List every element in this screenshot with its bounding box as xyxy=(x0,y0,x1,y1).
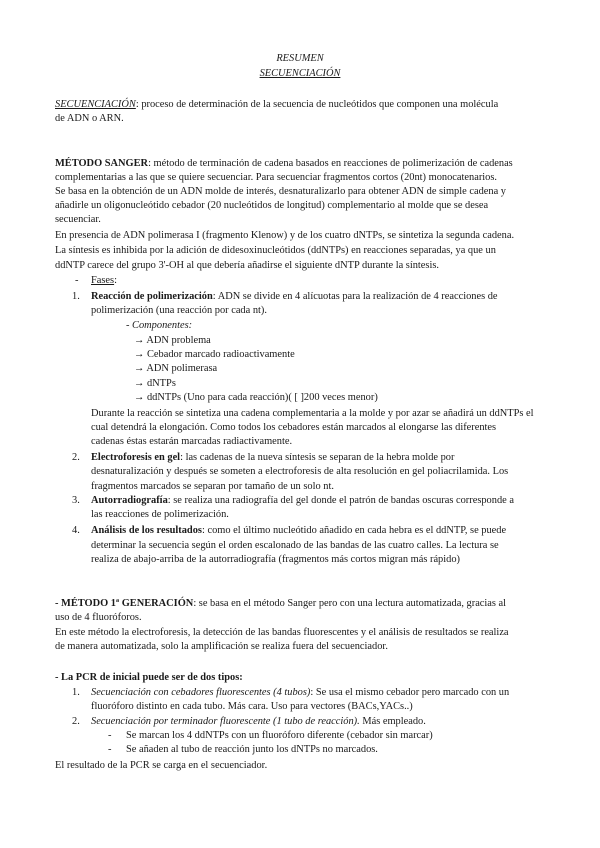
step-2-line-1 xyxy=(91,451,454,464)
pcr-item-2-text: Más empleado. xyxy=(359,716,426,727)
pcr-sub-1-bullet: - xyxy=(108,730,112,741)
during-line-2: cual detendrá la elongación. Como todos los cebadores están marcados al elongarse las diferentes xyxy=(91,422,497,433)
step-2-number: 2. xyxy=(72,452,80,463)
pcr-sub-1: Se marcan los 4 ddNTPs con un fluoróforo diferente (cebador sin marcar) xyxy=(126,730,433,741)
sanger-definition: : método de terminación de cadena basados en reacciones de polimerización de cadenas xyxy=(148,158,513,169)
step-3-title: Autorradiografía xyxy=(91,495,168,506)
step-2-title: Electroforesis en gel xyxy=(91,452,181,463)
phases-label: Fases xyxy=(91,275,115,286)
intro-definition: : proceso de determinación de la secuencia de nucleótidos que componen una molécula xyxy=(135,99,499,110)
document-title: RESUMEN xyxy=(276,53,324,64)
step-2-text: : las cadenas de la nueva síntesis se separan de la hebra molde por xyxy=(180,452,455,463)
sanger-presence-line-3: ddNTP carece del grupo 3'-OH al que debería añadirse el siguiente dNTP durante la síntesis. xyxy=(55,260,439,271)
step-4-line-3: realiza de abajo-arriba de la autorradiografía (fragmentos más cortos migran más rápido) xyxy=(91,554,460,565)
sanger-basis-line-2: añadirle un oligonucleótido cebador (20 nucleótidos de longitud) complementario al molde que se desea xyxy=(55,200,489,211)
step-2-line-3: fragmentos marcados se separan por tamaño de un solo nt. xyxy=(91,481,334,492)
step-3-number: 3. xyxy=(72,495,80,506)
step-4-number: 4. xyxy=(72,525,80,536)
sanger-presence-line-2: La síntesis es inhibida por la adición de didesoxinucleótidos (ddNTPs) en reacciones separadas, ya que un xyxy=(55,245,496,256)
step-1-title: Reacción de polimerización xyxy=(91,291,213,302)
step-1-number: 1. xyxy=(72,291,80,302)
document-subtitle: SECUENCIACIÓN xyxy=(259,68,341,79)
step-4-line-1 xyxy=(91,524,506,537)
gen1-line-1 xyxy=(55,597,506,610)
pcr-sub-2: Se añaden al tubo de reacción junto los dNTPs no marcados. xyxy=(126,744,378,755)
pcr-conclusion: El resultado de la PCR se carga en el secuenciador. xyxy=(55,760,268,771)
component-item: → ddNTPs (Uno para cada reacción)( [ ]200 veces menor) xyxy=(134,392,378,403)
component-item: → ADN problema xyxy=(134,335,211,346)
sanger-heading: MÉTODO SANGER xyxy=(55,158,149,169)
intro-line-2: de ADN o ARN. xyxy=(55,113,124,124)
during-line-3: cadenas éstas estarán marcadas radiactivamente. xyxy=(91,436,293,447)
intro-term: SECUENCIACIÓN xyxy=(55,99,136,110)
pcr-sub-2-bullet: - xyxy=(108,744,112,755)
components-label: - Componentes: xyxy=(126,320,193,331)
step-1-line-2: polimerización (una reacción por cada nt). xyxy=(91,305,267,316)
phases-label-line xyxy=(91,274,117,287)
step-3-text: : se realiza una radiografía del gel donde el patrón de bandas oscuras corresponde a xyxy=(167,495,514,506)
step-3-line-2: las reacciones de polimerización. xyxy=(91,509,229,520)
during-line-1: Durante la reacción se sintetiza una cadena complementaria a la molde y por azar se añadirá un ddNTPs el xyxy=(91,408,534,419)
intro-line-1 xyxy=(55,98,498,111)
step-4-line-2: determinar la secuencia según el orden escalonado de las bandas de las cuatro calles. La lectura se xyxy=(91,540,499,551)
pcr-item-2-number: 2. xyxy=(72,716,80,727)
gen1-definition: : se basa en el método Sanger pero con una lectura automatizada, gracias al xyxy=(193,598,507,609)
sanger-paragraph-line-2: complementarias a las que se quiere secuenciar. Para secuenciar fragmentos cortos (20nt) monocatenarios. xyxy=(55,172,497,183)
pcr-item-1-line-1 xyxy=(91,686,509,699)
pcr-heading: - La PCR de inicial puede ser de dos tipos: xyxy=(55,672,243,683)
component-item: → Cebador marcado radioactivamente xyxy=(134,349,295,360)
sanger-basis-line-1: Se basa en la obtención de un ADN molde de interés, desnaturalizarlo para obtener ADN de simple cadena y xyxy=(55,186,506,197)
step-4-title: Análisis de los resultados xyxy=(91,525,202,536)
sanger-presence-line-1: En presencia de ADN polimerasa I (fragmento Klenow) y de los cuatro dNTPs, se sintetiza la segunda cadena. xyxy=(55,230,515,241)
pcr-item-1-text: : Se usa el mismo cebador pero marcado con un xyxy=(310,687,510,698)
step-4-text: : como el último nucleótido añadido en cada hebra es el ddNTP, se puede xyxy=(201,525,507,536)
step-3-line-1 xyxy=(91,494,514,507)
phases-bullet: - xyxy=(75,275,79,286)
sanger-basis-line-3: secuenciar. xyxy=(55,214,101,225)
pcr-item-1-line-2: fluoróforo distinto en cada tubo. Más cara. Uso para vectores (BACs,YACs..) xyxy=(91,701,413,712)
pcr-item-1-title: Secuenciación con cebadores fluorescentes (4 tubos) xyxy=(91,687,311,698)
pcr-item-2-line-1 xyxy=(91,715,426,728)
pcr-item-1-number: 1. xyxy=(72,687,80,698)
step-2-line-2: desnaturalización y después se someten a electroforesis de alta resolución en gel poliacrilamida. Los xyxy=(91,466,509,477)
component-item: → ADN polimerasa xyxy=(134,363,218,374)
gen1-line-2: uso de 4 fluoróforos. xyxy=(55,612,142,623)
gen1-heading: - MÉTODO 1ª GENERACIÓN xyxy=(55,598,194,609)
step-1-line-1 xyxy=(91,290,498,303)
step-1-text: : ADN se divide en 4 alícuotas para la realización de 4 reacciones de xyxy=(212,291,498,302)
gen1-line-4: de manera automatizada, solo la amplificación se realiza fuera del secuenciador. xyxy=(55,641,388,652)
gen1-line-3: En este método la electroforesis, la detección de las bandas fluorescentes y el análisis de resultados se realiza xyxy=(55,627,509,638)
sanger-paragraph-line-1 xyxy=(55,157,513,170)
component-item: → dNTPs xyxy=(134,378,176,389)
pcr-item-2-title: Secuenciación por terminador fluorescente (1 tubo de reacción). xyxy=(91,716,360,727)
phases-colon: : xyxy=(114,275,117,286)
